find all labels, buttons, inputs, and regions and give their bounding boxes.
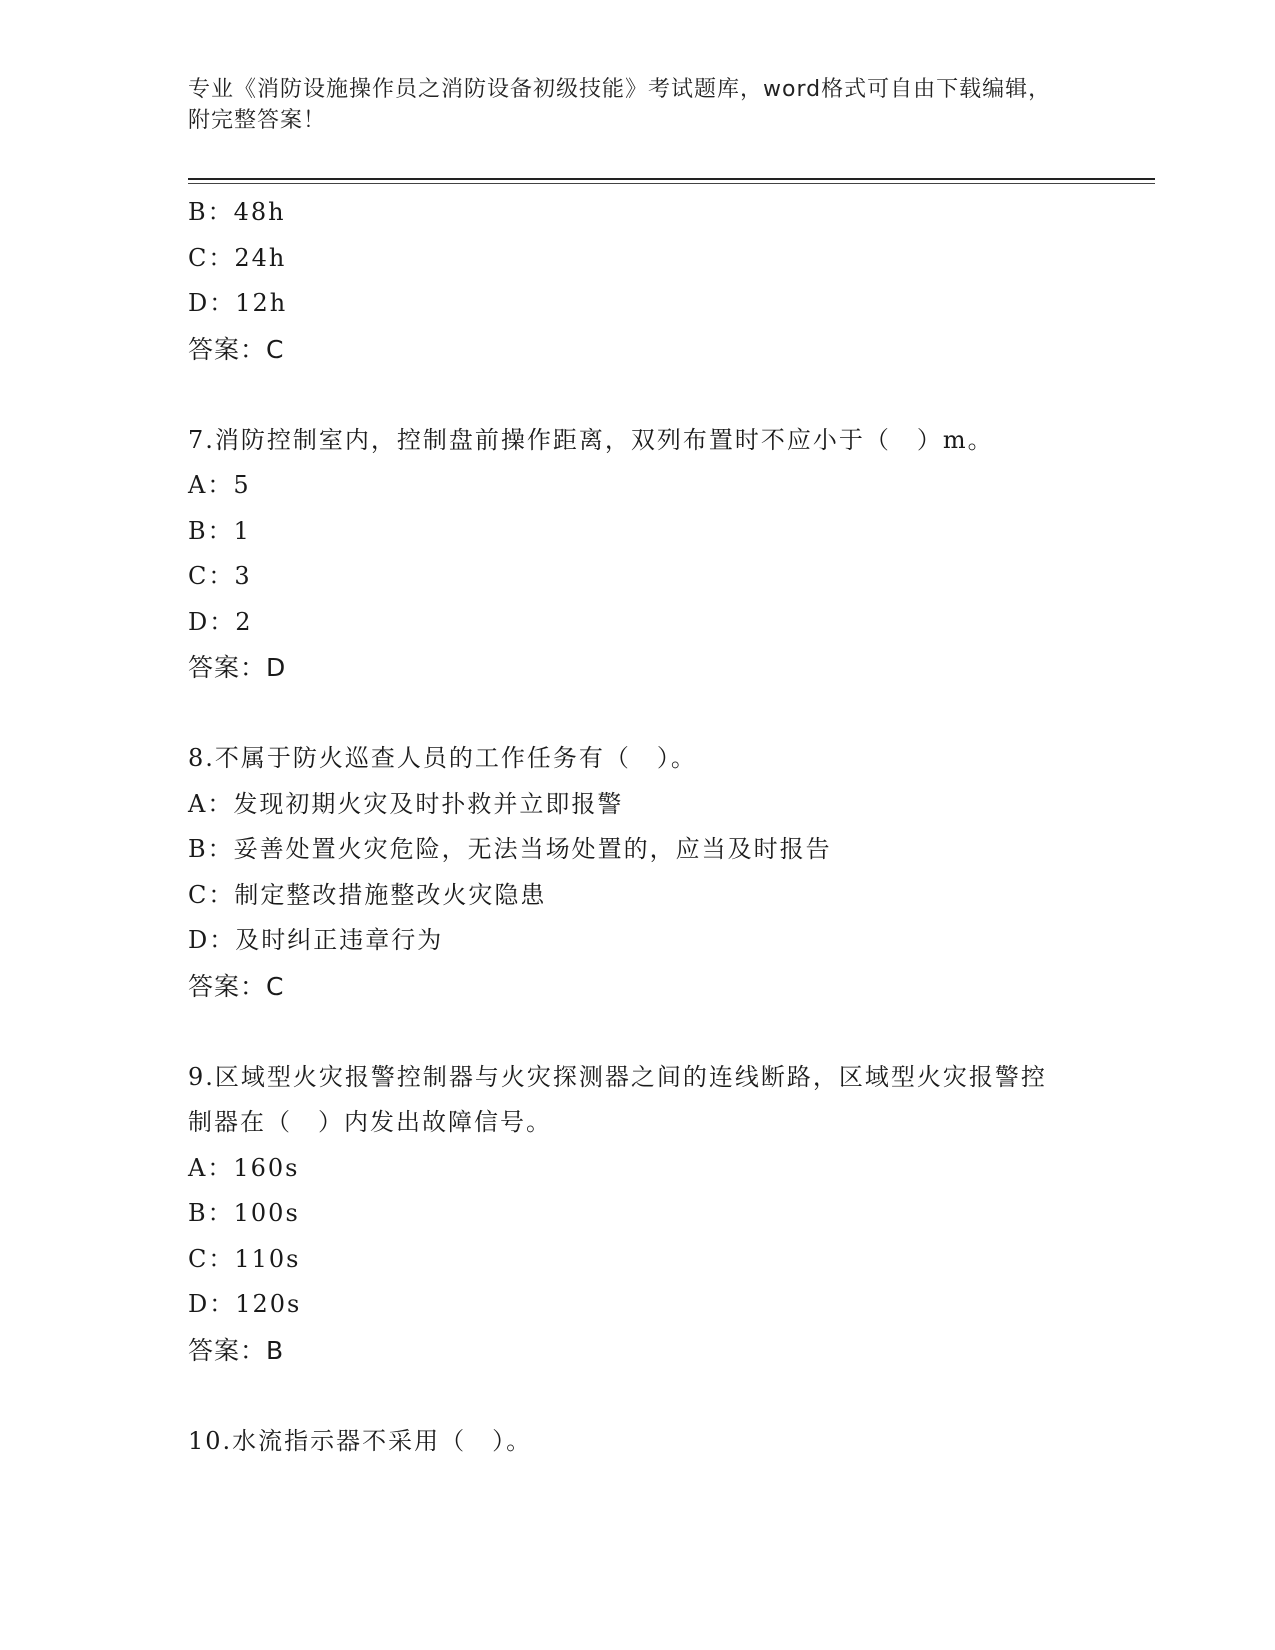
option-c: C：3 (188, 562, 252, 590)
answer-line: 答案：C (188, 334, 285, 364)
question-9 (188, 1055, 1088, 1374)
option-d: D：及时纠正违章行为 (188, 926, 444, 954)
question-list (188, 190, 1088, 1464)
question-text: 10.水流指示器不采用（ ）。 (188, 1426, 533, 1455)
option-b: B：48h (188, 198, 286, 226)
question-text: 7.消防控制室内，控制盘前操作距离，双列布置时不应小于（ ）m。 (188, 425, 994, 454)
option-d: D：12h (188, 289, 288, 317)
option-b: B：100s (188, 1199, 300, 1227)
question-6 (188, 190, 1088, 372)
header-rule-thin (188, 183, 1155, 184)
option-d: D：120s (188, 1290, 302, 1318)
option-b: B：妥善处置火灾危险，无法当场处置的，应当及时报告 (188, 835, 832, 863)
option-c: C：制定整改措施整改火灾隐患 (188, 880, 547, 909)
question-8 (188, 736, 1088, 1009)
option-c: C：110s (188, 1244, 301, 1273)
document-header: 专业《消防设施操作员之消防设备初级技能》考试题库，word格式可自由下载编辑，附完整答案！ (188, 77, 1052, 133)
option-a: A：发现初期火灾及时扑救并立即报警 (188, 789, 624, 818)
option-b: B：1 (188, 516, 251, 545)
question-7 (188, 418, 1088, 691)
option-d: D：2 (188, 607, 253, 636)
option-c: C：24h (188, 243, 287, 272)
option-a: A：160s (188, 1153, 300, 1182)
question-10 (188, 1419, 1088, 1465)
option-a: A：5 (188, 471, 251, 499)
answer-line: 答案：D (188, 653, 287, 682)
header-rule-thick (188, 178, 1155, 180)
answer-line: 答案：C (188, 971, 285, 1001)
answer-line: 答案：B (188, 1335, 285, 1365)
question-text: 8.不属于防火巡查人员的工作任务有（ ）。 (188, 744, 697, 772)
question-text: 9.区域型火灾报警控制器与火灾探测器之间的连线断路，区域型火灾报警控制器在（ ）内发出故障信号。 (188, 1062, 1047, 1136)
